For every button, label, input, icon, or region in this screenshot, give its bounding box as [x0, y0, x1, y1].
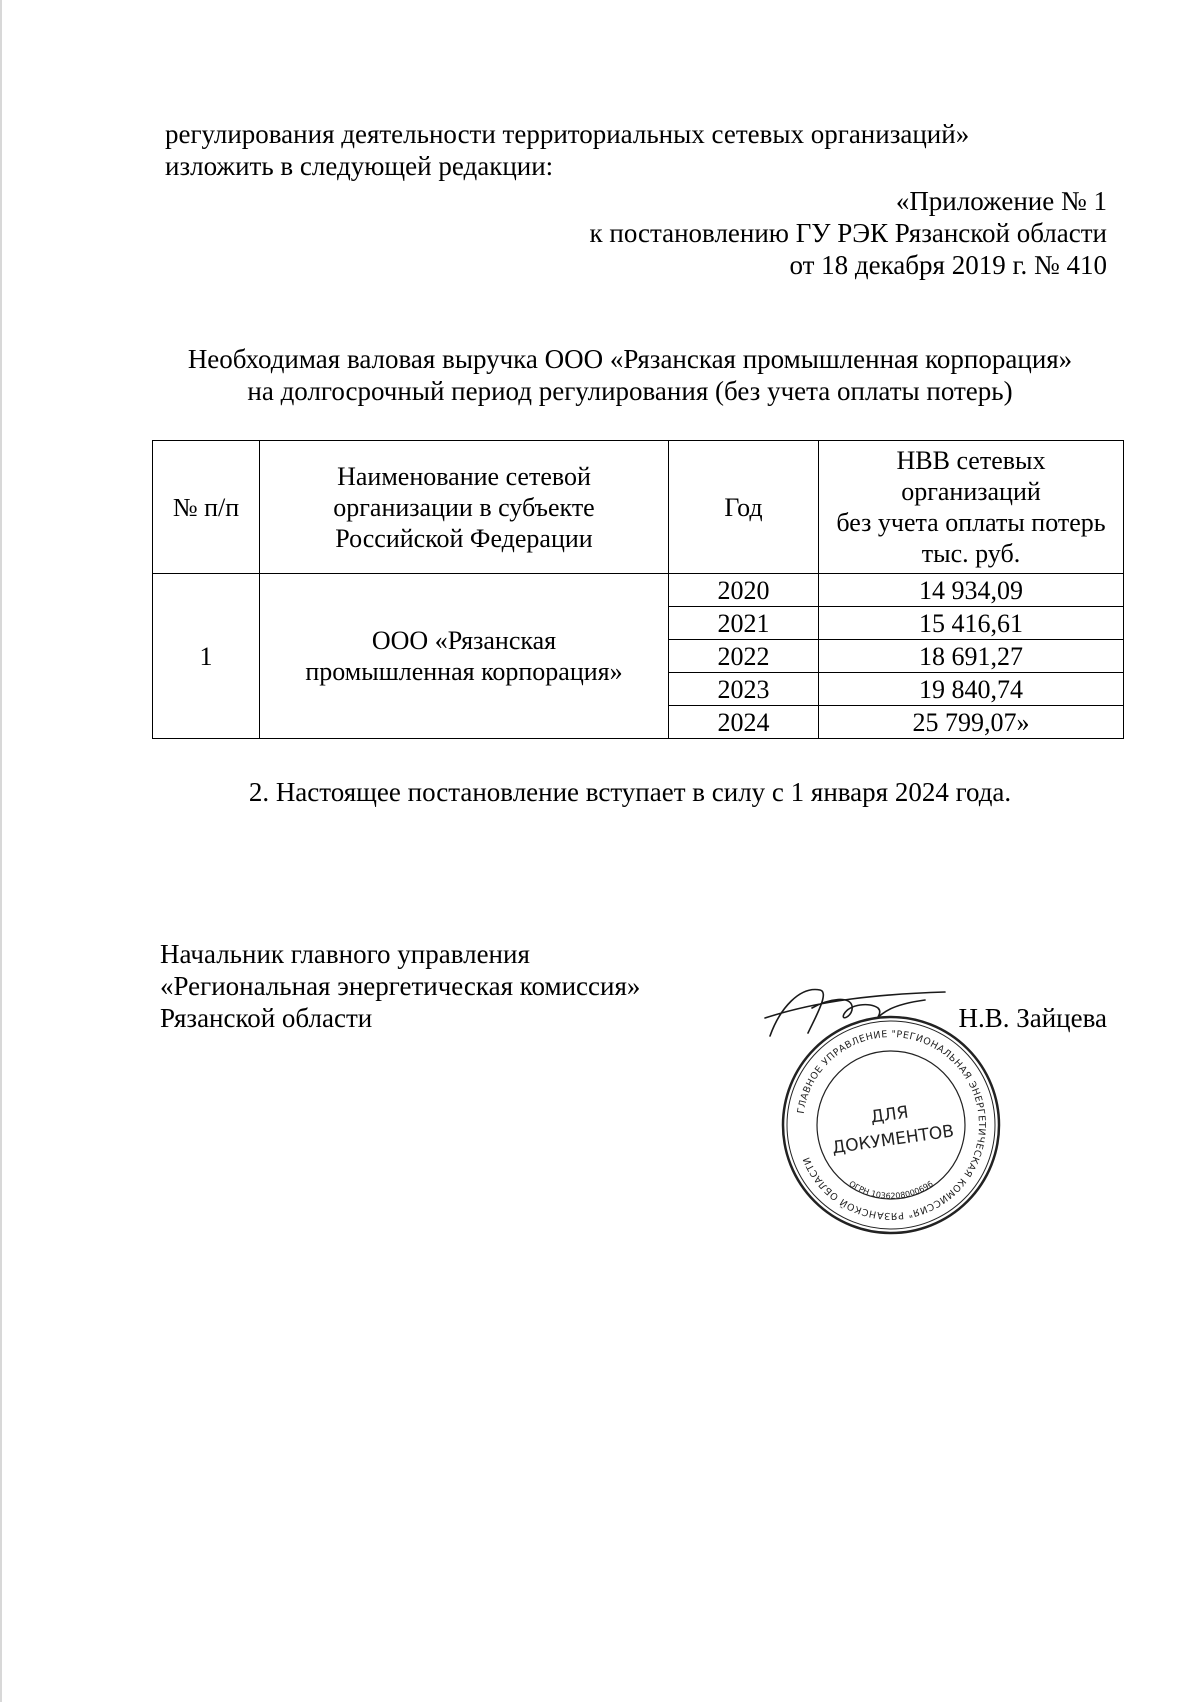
nvv-table [152, 440, 1124, 739]
appendix-line-2: к постановлению ГУ РЭК Рязанской области [589, 218, 1107, 248]
org-number-cell: 1 [153, 574, 260, 739]
value-cell: 18 691,27 [819, 640, 1124, 673]
intro-line-2: изложить в следующей редакции: [165, 151, 554, 181]
value-cell: 15 416,61 [819, 607, 1124, 640]
year-cell: 2020 [669, 574, 819, 607]
point-2-text: 2. Настоящее постановление вступает в силу с 1 января 2024 года. [248, 777, 1012, 807]
seal-ogrn-text: ОГРН 1036208000696 [847, 1179, 935, 1201]
year-cell: 2024 [669, 706, 819, 739]
title-line-1: Необходимая валовая выручка ООО «Рязанская промышленная корпорация» [187, 344, 1073, 374]
value-cell: 14 934,09 [819, 574, 1124, 607]
appendix-line-3: от 18 декабря 2019 г. № 410 [789, 250, 1107, 280]
value-cell: 19 840,74 [819, 673, 1124, 706]
year-cell: 2023 [669, 673, 819, 706]
org-name-line: ООО «Рязанская [371, 626, 557, 655]
table-row [153, 574, 1124, 607]
header-organization-line: организации в субъекте [333, 492, 595, 522]
official-seal [776, 1010, 1006, 1240]
intro-paragraph [165, 118, 1107, 182]
org-name-cell [260, 574, 669, 739]
signatory-name: Н.В. Зайцева [958, 1003, 1107, 1033]
seal-center-line-2: ДОКУМЕНТОВ [830, 1121, 956, 1159]
title-line-2: на долгосрочный период регулирования (без учета оплаты потерь) [247, 376, 1013, 406]
header-nvv-line: НВВ сетевых [896, 446, 1046, 475]
appendix-line-1: «Приложение № 1 [895, 186, 1107, 216]
scan-edge [0, 0, 2, 1702]
header-organization [260, 441, 669, 574]
svg-text:ОГРН 1036208000696 [847, 1179, 935, 1200]
year-cell: 2021 [669, 607, 819, 640]
year-cell: 2022 [669, 640, 819, 673]
header-year: Год [669, 441, 819, 574]
org-name-line: промышленная корпорация» [305, 657, 623, 686]
signatory-title [160, 938, 640, 1034]
table-title [150, 343, 1110, 407]
header-number: № п/п [153, 441, 260, 574]
header-nvv-line: тыс. руб. [921, 539, 1021, 568]
signatory-line-1: Начальник главного управления [160, 939, 530, 969]
appendix-reference [590, 185, 1107, 281]
header-nvv-line: без учета оплаты потерь [836, 508, 1106, 537]
intro-line-1: регулирования деятельности территориальных сетевых организаций» [165, 119, 970, 149]
table-header-row [153, 441, 1124, 574]
header-nvv [819, 441, 1124, 574]
header-nvv-line: организаций [901, 477, 1041, 506]
value-cell: 25 799,07» [819, 706, 1124, 739]
seal-center-line-1: ДЛЯ [869, 1102, 910, 1128]
seal-ring-text: ГЛАВНОЕ УПРАВЛЕНИЕ "РЕГИОНАЛЬНАЯ ЭНЕРГЕТИЧЕСКАЯ КОМИССИЯ" РЯЗАНСКОЙ ОБЛАСТИ [795, 1028, 988, 1222]
signatory-line-3: Рязанской области [160, 1003, 373, 1033]
header-organization-line: Наименование сетевой [337, 461, 591, 491]
signatory-line-2: «Региональная энергетическая комиссия» [160, 971, 641, 1001]
header-organization-line: Российской Федерации [335, 523, 593, 553]
